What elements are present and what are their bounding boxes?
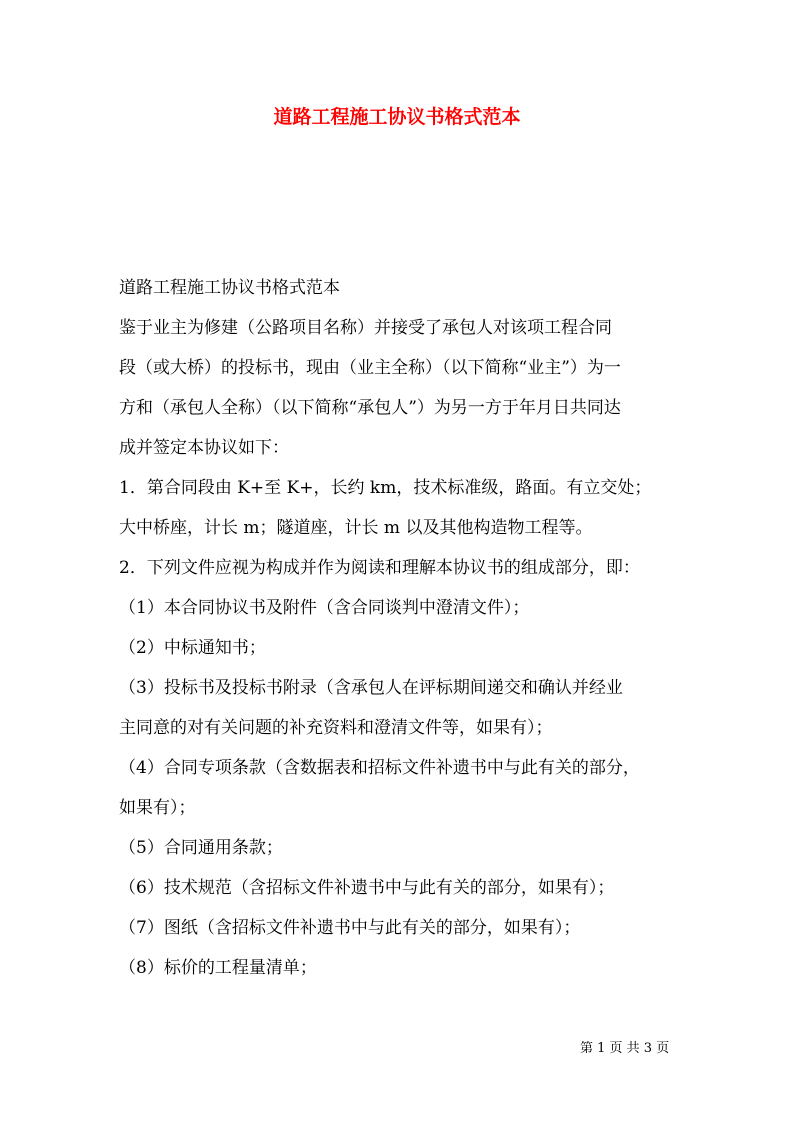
body-line: （1）本合同协议书及附件（含合同谈判中澄清文件）； (119, 598, 530, 618)
body-line: 如果有）； (119, 798, 196, 818)
body-line: （7）图纸（含招标文件补遗书中与此有关的部分，如果有）； (119, 918, 581, 938)
page-number-footer: 第 1 页 共 3 页 (580, 1041, 670, 1056)
body-line: 2．下列文件应视为构成并作为阅读和理解本协议书的组成部分，即： (119, 558, 640, 578)
body-line: （4）合同专项条款（含数据表和招标文件补遗书中与此有关的部分， (119, 758, 640, 778)
body-line: 鉴于业主为修建（公路项目名称）并接受了承包人对该项工程合同 (119, 318, 612, 338)
body-line: 段（或大桥）的投标书，现由（业主全称）（以下简称“业主”）为一 (119, 358, 621, 378)
body-line: 大中桥座，计长 m；隧道座，计长 m 以及其他构造物工程等。 (119, 518, 593, 538)
body-line: （8）标价的工程量清单； (119, 958, 317, 978)
body-line: （5）合同通用条款； (119, 838, 283, 858)
body-line: （3）投标书及投标书附录（含承包人在评标期间递交和确认并经业 (119, 678, 623, 698)
body-line: 成并签定本协议如下： (119, 438, 289, 458)
body-line: （2）中标通知书； (119, 638, 266, 658)
body-line: 道路工程施工协议书格式范本 (119, 278, 340, 298)
body-line: （6）技术规范（含招标文件补遗书中与此有关的部分，如果有）； (119, 878, 615, 898)
document-body (119, 268, 681, 988)
document-title: 道路工程施工协议书格式范本 (273, 106, 521, 128)
body-line: 主同意的对有关问题的补充资料和澄清文件等，如果有）； (119, 718, 553, 738)
body-line: 1．第合同段由 K+至 K+，长约 km，技术标准级，路面。有立交处； (119, 478, 652, 498)
body-line: 方和（承包人全称）（以下简称“承包人”）为另一方于年月日共同达 (119, 398, 621, 418)
